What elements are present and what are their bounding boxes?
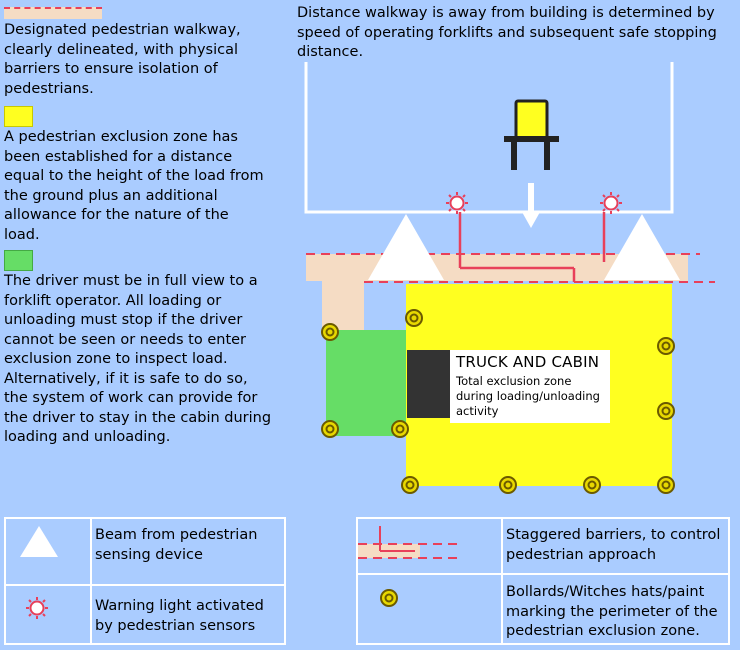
- key-warning-light-text: Warning light activated by pedestrian sensors: [95, 598, 264, 634]
- bollard-icon: [500, 477, 516, 493]
- legend-walkway-text: Designated pedestrian walkway, clearly delineated, with physical barriers to ensure isolation of pedestrians.: [4, 22, 241, 97]
- key-staggered-barrier-text: Staggered barriers, to control pedestrian approach: [506, 527, 721, 563]
- key-warning-light-icon: [26, 597, 48, 619]
- truck-label-box: [450, 350, 610, 423]
- building-outline: [306, 62, 672, 212]
- truck-cabin: [407, 350, 451, 418]
- forklift-icon: [504, 101, 559, 170]
- truck-title: TRUCK AND CABIN: [456, 353, 600, 371]
- bollard-icon: [584, 477, 600, 493]
- key-bollard-icon: [381, 590, 397, 606]
- bollard-icon: [658, 338, 674, 354]
- walkway-vertical: [322, 254, 364, 332]
- legend-exclusion-zone-text: A pedestrian exclusion zone has been established for a distance equal to the height of the load from the ground plus an additional allowance for the nature of the load.: [4, 129, 264, 243]
- beam-triangle-left: [368, 214, 444, 280]
- legend-driver-text: The driver must be in full view to a forklift operator. All loading or unloading must stop if the driver cannot be seen or needs to enter exclusion zone to inspect load. Alternatively, if it is safe to do so, the system of work can provide for the driver to stay in the cabin during loading and unloading.: [4, 273, 272, 445]
- key-bollards-text: Bollards/Witches hats/paint marking the perimeter of the pedestrian exclusion zone.: [506, 584, 718, 639]
- forklift-direction-arrow-icon: [522, 183, 540, 228]
- key-staggered-barrier-icon: [358, 526, 458, 558]
- driver-zone: [326, 330, 406, 436]
- bollard-icon: [406, 310, 422, 326]
- beam-triangle-right: [604, 214, 680, 280]
- bollard-icon: [658, 477, 674, 493]
- bollard-icon: [322, 324, 338, 340]
- bollard-icon: [322, 421, 338, 437]
- key-beam-triangle-icon: [20, 526, 58, 557]
- bollard-icon: [392, 421, 408, 437]
- bollard-icon: [658, 403, 674, 419]
- bollard-icon: [402, 477, 418, 493]
- key-beam-text: Beam from pedestrian sensing device: [95, 527, 258, 563]
- building-distance-note: Distance walkway is away from building is determined by speed of operating forklifts and subsequent safe stopping distance.: [297, 5, 717, 60]
- truck-subtitle: Total exclusion zone during loading/unloading activity: [456, 374, 600, 418]
